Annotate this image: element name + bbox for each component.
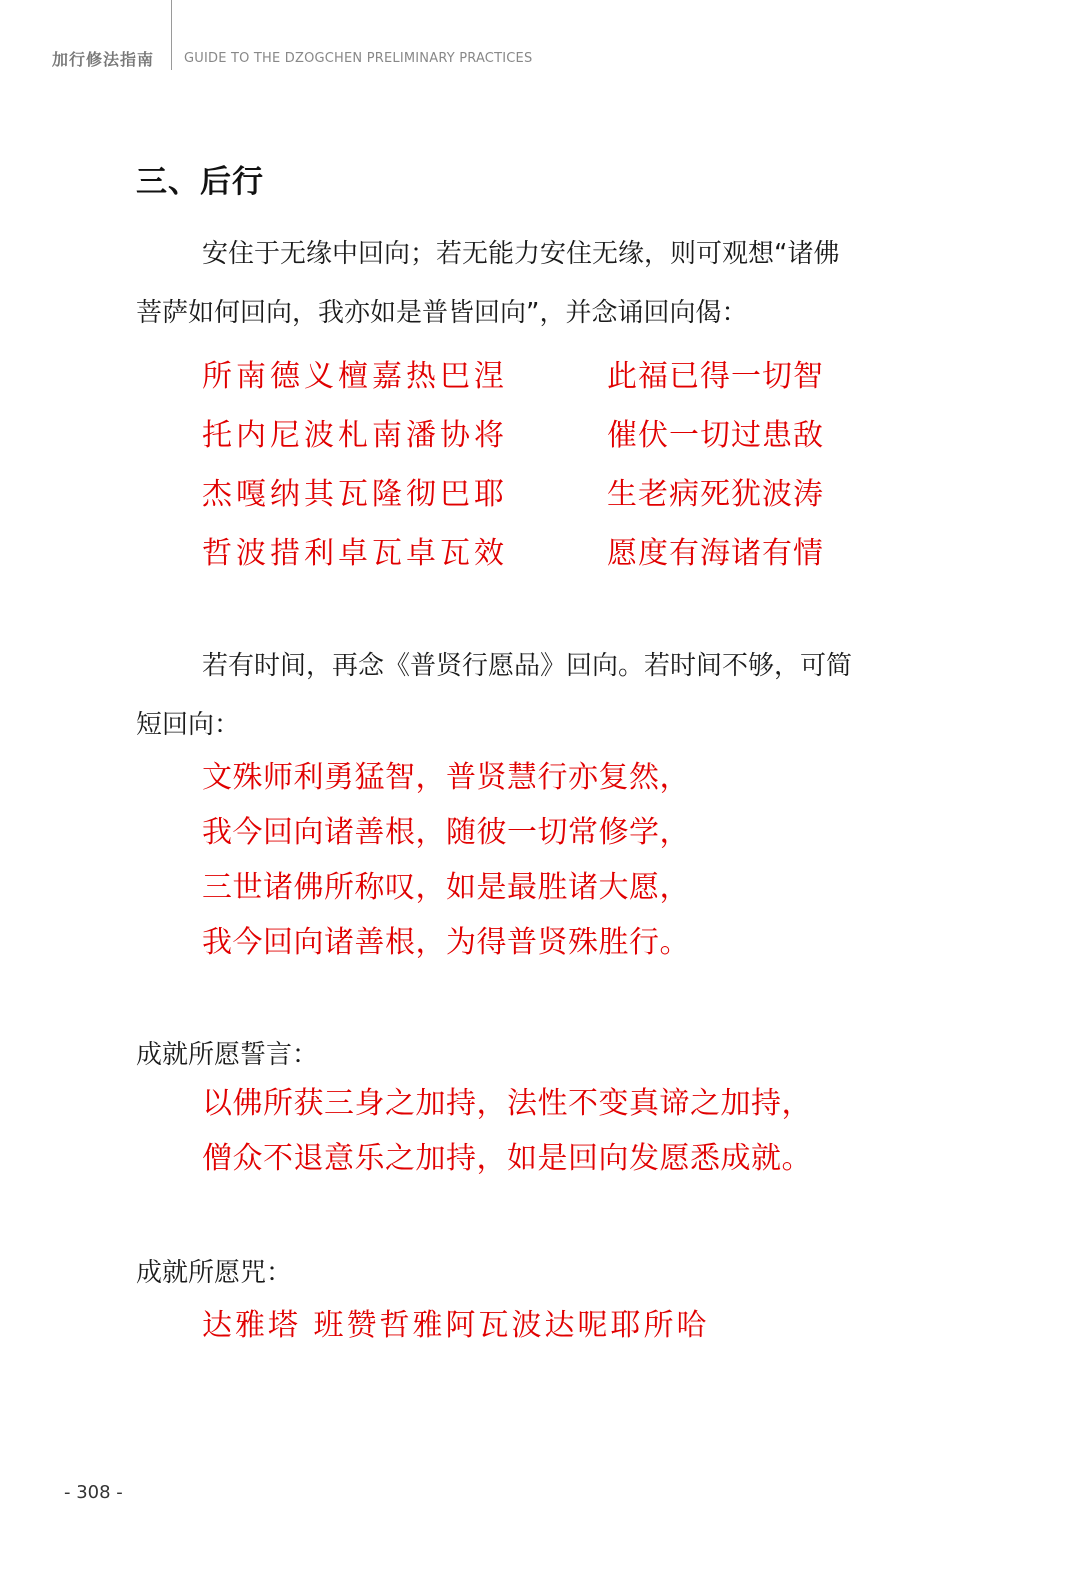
running-header-subtitle: GUIDE TO THE DZOGCHEN PRELIMINARY PRACTICES (184, 51, 533, 66)
samantabhadra-verse (202, 750, 690, 970)
verse-line: 三世诸佛所称叹，如是最胜诸大愿， (202, 870, 690, 905)
intro-line-1: 安住于无缘中回向；若无能力安住无缘，则可观想“诸佛 (202, 239, 840, 269)
verse-line: 我今回向诸善根，为得普贤殊胜行。 (202, 925, 690, 960)
samantabhadra-intro-line-2: 短回向： (136, 710, 241, 740)
dedication-verse (202, 343, 922, 579)
verse-tibetan-line: 所南德义檀嘉热巴涅 (202, 358, 508, 394)
verse-line: 以佛所获三身之加持，法性不变真谛之加持， (202, 1086, 812, 1121)
verse-row (202, 520, 922, 579)
aspiration-mantra: 达雅塔 班赞哲雅阿瓦波达呢耶所哈 (202, 1308, 710, 1343)
intro-line-2: 菩萨如何回向，我亦如是普皆回向”，并念诵回向偈： (136, 298, 748, 328)
verse-line: 僧众不退意乐之加持，如是回向发愿悉成就。 (202, 1141, 812, 1176)
verse-tibetan-line: 哲波措利卓瓦卓瓦效 (202, 535, 508, 571)
verse-row (202, 461, 922, 520)
verse-chinese-line: 生老病死犹波涛 (607, 476, 824, 512)
verse-line: 文殊师利勇猛智，普贤慧行亦复然， (202, 760, 690, 795)
samantabhadra-intro-line-1: 若有时间，再念《普贤行愿品》回向。若时间不够，可简 (202, 651, 853, 681)
verse-chinese-line: 愿度有海诸有情 (607, 535, 824, 571)
section-title: 三、后行 (136, 164, 264, 200)
aspiration-oath-label: 成就所愿誓言： (136, 1040, 319, 1070)
aspiration-oath-verse (202, 1076, 812, 1186)
verse-row (202, 343, 922, 402)
samantabhadra-intro-paragraph (136, 637, 936, 755)
verse-tibetan-line: 杰嘎纳其瓦隆彻巴耶 (202, 476, 508, 512)
verse-tibetan-line: 托内尼波札南潘协将 (202, 417, 508, 453)
aspiration-mantra-label: 成就所愿咒： (136, 1258, 293, 1288)
running-header-title: 加行修法指南 (52, 50, 155, 69)
verse-chinese-line: 催伏一切过患敌 (607, 417, 824, 453)
verse-chinese-line: 此福已得一切智 (607, 358, 824, 394)
header-divider (171, 0, 172, 70)
verse-row (202, 402, 922, 461)
page-number: - 308 - (64, 1482, 123, 1503)
verse-line: 我今回向诸善根，随彼一切常修学， (202, 815, 690, 850)
intro-paragraph (136, 225, 936, 343)
